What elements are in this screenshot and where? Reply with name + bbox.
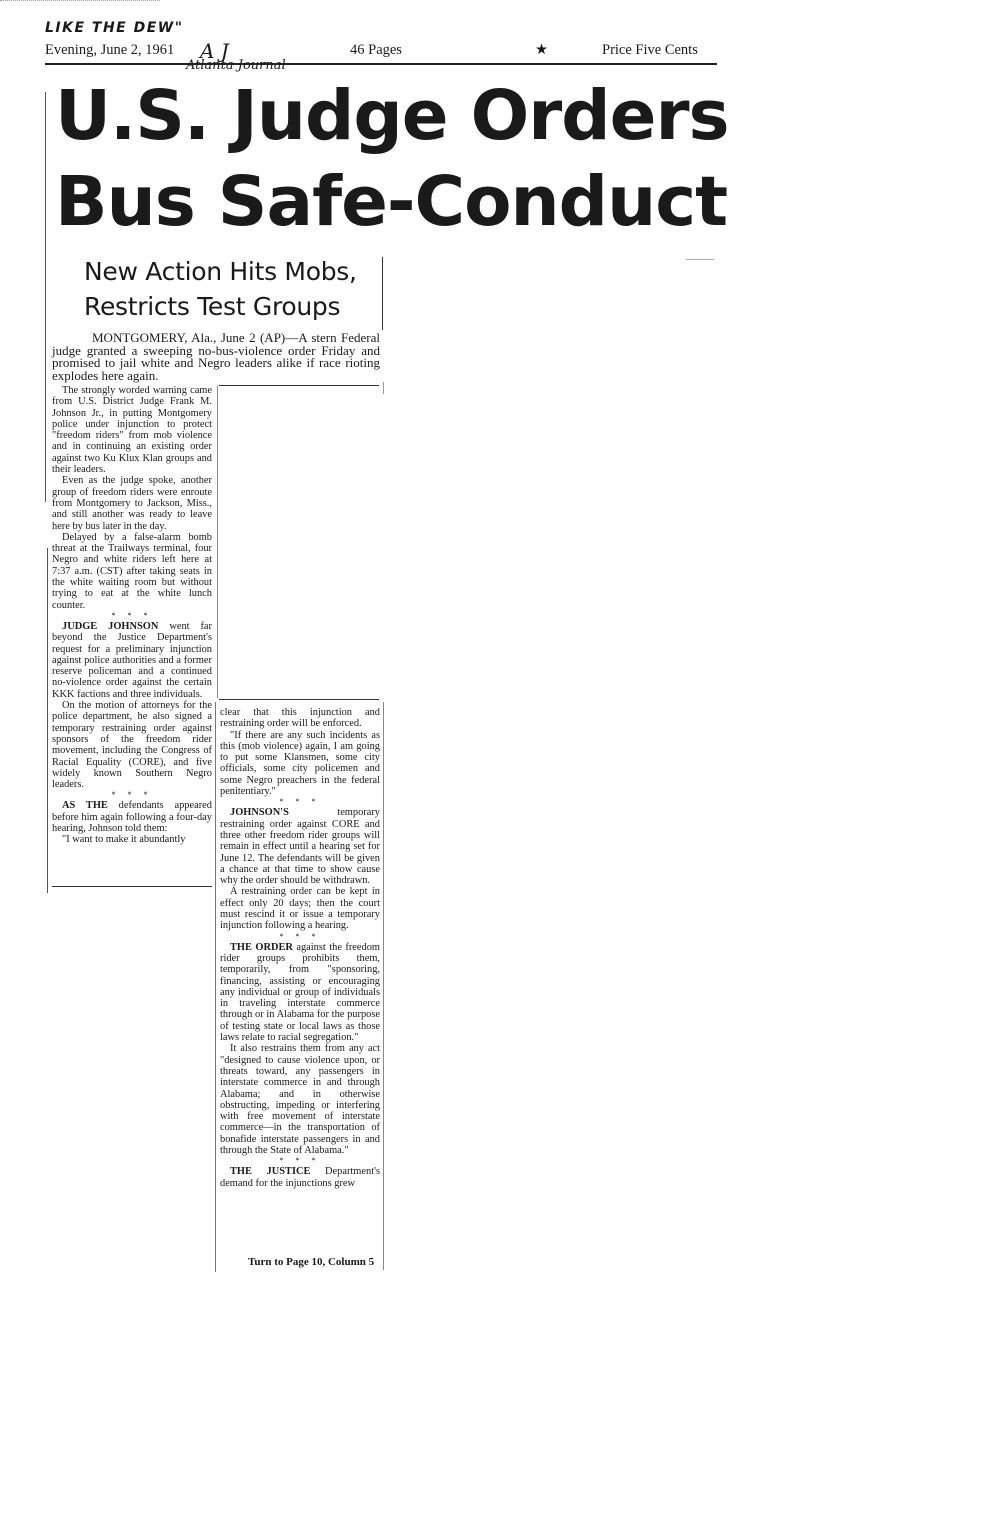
paragraph-body: against the freedom rider groups prohibits them, temporarily, from "sponsoring, financing, assisting or encouraging any individual or group of individuals in traveling interstate commerce through or in Alabama for the purpose of testing state or local laws as those laws relate to racial segregation." [220,941,380,1044]
photo-box-left-rule [217,386,218,698]
headline-line-2: Bus Safe-Conduct [55,162,728,242]
page-count: 46 Pages [350,42,402,58]
column-2-right-rule [383,702,384,1270]
paragraph [52,621,212,700]
edition-date: Evening, June 2, 1961 [45,42,175,58]
jump-line: Turn to Page 10, Column 5 [248,1256,375,1268]
section-break: * * * [111,790,153,800]
paragraph [220,1166,380,1189]
paragraph-body: defendants appeared before him again following a four-day hearing, Johnson told them: [52,800,212,834]
column-divider [215,702,216,1272]
paragraph-lead: THE JUSTICE [230,1166,311,1178]
series-title: LIKE THE DEW" [45,20,184,36]
column-1 [52,385,212,846]
paragraph-body: temporary restraining order against CORE and three other freedom rider groups will remain in effect until a hearing set for June 12. The defendants will be given a chance at that time to show cause why the order should be withdrawn. [220,807,380,887]
top-dotted-rule [0,0,160,1]
column-1-end-rule [52,886,212,887]
subheadline-line-2: Restricts Test Groups [84,292,341,321]
paragraph-lead: THE ORDER [230,941,293,953]
masthead-dateline [45,42,717,60]
paragraph: "If there are any such incidents as this (mob violence) again, I am going to put some Klansmen, some city officials, some city policemen and some Negro preachers in the federal penitentiary." [220,729,380,798]
left-margin-rule [45,92,47,502]
paragraph: clear that this injunction and restraining order will be enforced. [220,707,380,730]
left-margin-rule-lower [47,548,49,893]
photo-box-right-tick [383,382,384,394]
paragraph-lead: AS THE [62,800,108,812]
section-break: * * * [111,610,153,620]
paragraph: Delayed by a false-alarm bomb threat at the Trailways terminal, four Negro and white riders left here at 7:37 a.m. (CST) after taking seats in the white waiting room but without trying to eat at the white lunch counter. [52,531,212,611]
section-break: * * * [279,1156,321,1166]
section-break: * * * [279,797,321,807]
paragraph-lead: JUDGE JOHNSON [62,620,159,632]
photo-box-top-rule [219,385,379,386]
paragraph: It also restrains them from any act "designed to cause violence upon, or threats toward, any passengers in interstate commerce in and through Alabama; and in otherwise obstructing, impeding or interfering with free movement of interstate commerce—in the transportation of bonafide interstate passengers in and through the State of Alabama." [220,1043,380,1156]
paragraph-body: Department's demand for the injunctions grew [220,1166,380,1189]
paragraph [220,942,380,1044]
paragraph [52,800,212,834]
stray-mark [686,259,714,260]
photo-box-bottom-rule [219,699,379,700]
masthead-rule [45,63,717,65]
handwritten-mark: A J [200,39,229,63]
paragraph-lead: JOHNSON'S [230,807,289,819]
handwritten-source-note: Atlanta Journal [186,58,286,73]
section-break: * * * [279,931,321,941]
subhead-rule [382,257,383,330]
paragraph-body: went far beyond the Justice Department's request for a preliminary injunction against police authorities and a former reserve policeman and a continued no-violence order against the certain KKK factions and three individuals. [52,620,212,700]
headline-line-1: U.S. Judge Orders [55,76,729,156]
subheadline [84,254,374,324]
column-2 [220,707,380,1189]
paragraph: Even as the judge spoke, another group of freedom riders were enroute from Montgomery to Jackson, Miss., and still another was ready to leave here by bus later in the day. [52,475,212,532]
paragraph [220,807,380,886]
paragraph: The strongly worded warning came from U.S. District Judge Frank M. Johnson Jr., in putting Montgomery police under injunction to protect "freedom riders" from mob violence and in continuing an existing order against two Ku Klux Klan groups and their leaders. [52,385,212,476]
star-icon: ★ [535,42,548,58]
paragraph: A restraining order can be kept in effect only 20 days; then the court must rescind it or issue a temporary injunction following a hearing. [220,886,380,932]
subheadline-line-1: New Action Hits Mobs, [84,257,357,286]
paragraph: "I want to make it abundantly [62,834,186,846]
paragraph: On the motion of attorneys for the police department, he also signed a temporary restraining order against sponsors of the freedom rider movement, including the Congress of Racial Equality (CORE), and five widely known Southern Negro leaders. [52,700,212,791]
price: Price Five Cents [602,42,698,58]
lede-paragraph: MONTGOMERY, Ala., June 2 (AP)—A stern Federal judge granted a sweeping no-bus-violence order Friday and promised to jail white and Negro leaders alike if race rioting explodes here again. [52,330,380,383]
